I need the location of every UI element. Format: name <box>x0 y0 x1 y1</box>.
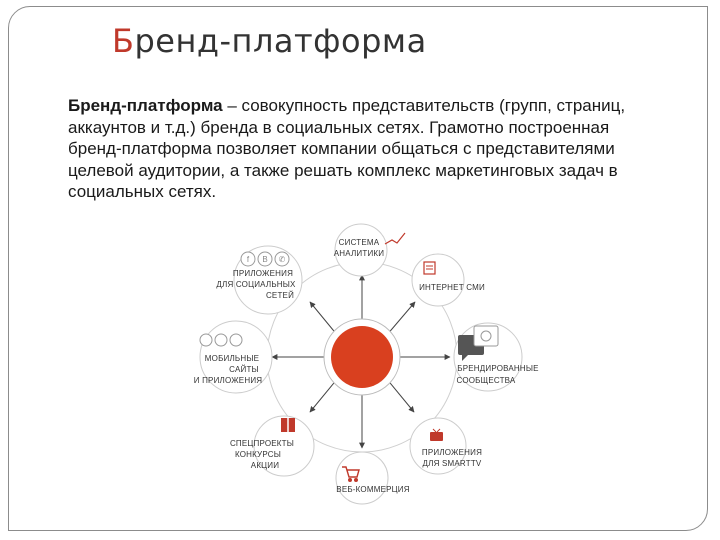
odnoklassniki-glyph: ✆ <box>278 255 286 264</box>
android-icon <box>215 334 227 346</box>
node-special-projects <box>230 416 314 476</box>
special-projects-line-3: АКЦИИ <box>250 461 280 470</box>
node-ecommerce <box>336 452 410 504</box>
special-projects-line-2: КОНКУРСЫ <box>234 450 282 459</box>
analytics-line-1: СИСТЕМА <box>338 238 380 247</box>
brand-communities-line-1: БРЕНДИРОВАННЫЕ <box>457 364 539 373</box>
social-apps-line-2: ДЛЯ СОЦИАЛЬНЫХ <box>216 280 296 289</box>
analytics-line-2: АНАЛИТИКИ <box>333 249 385 258</box>
title-first-letter: Б <box>112 22 135 60</box>
tv-icon <box>430 432 443 441</box>
node-internet-smi <box>412 254 485 306</box>
mobile-line-1: МОБИЛЬНЫЕ <box>204 354 260 363</box>
windows-icon <box>230 334 242 346</box>
node-smart-tv <box>410 418 482 474</box>
apple-icon <box>200 334 212 346</box>
mobile-line-3: И ПРИЛОЖЕНИЯ <box>193 376 263 385</box>
node-analytics <box>334 224 405 276</box>
definition-text: – совокупность представительств (групп, страниц, аккаунтов и т.д.) бренда в социальных сетях. Грамотно построенная бренд-платформа позволяет компании общаться с представителями целевой аудитории, а также решать комплекс маркетинговых задач в социальных сетях. <box>68 96 626 201</box>
center-circle <box>331 326 393 388</box>
node-mobile <box>194 321 272 393</box>
node-brand-communities <box>454 323 539 391</box>
trend-line-icon <box>385 233 405 244</box>
mobile-line-2: САЙТЫ <box>229 365 259 374</box>
news-icon <box>424 262 435 274</box>
facebook-glyph: f <box>246 255 250 264</box>
ecommerce-label: ВЕБ-КОММЕРЦИЯ <box>336 485 410 494</box>
internet-smi-label: ИНТЕРНЕТ СМИ <box>419 283 485 292</box>
smart-tv-line-1: ПРИЛОЖЕНИЯ <box>421 448 483 457</box>
node-social-apps <box>216 246 302 314</box>
special-projects-line-1: СПЕЦПРОЕКТЫ <box>229 439 295 448</box>
social-apps-line-1: ПРИЛОЖЕНИЯ <box>232 269 294 278</box>
vkontakte-glyph: В <box>262 255 268 264</box>
social-apps-line-3: СЕТЕЙ <box>265 291 295 300</box>
brand-communities-line-2: СООБЩЕСТВА <box>456 376 516 385</box>
definition-term: Бренд-платформа <box>68 96 223 115</box>
title-rest: ренд-платформа <box>134 22 427 60</box>
smart-tv-line-2: ДЛЯ SMARTTV <box>422 459 482 468</box>
